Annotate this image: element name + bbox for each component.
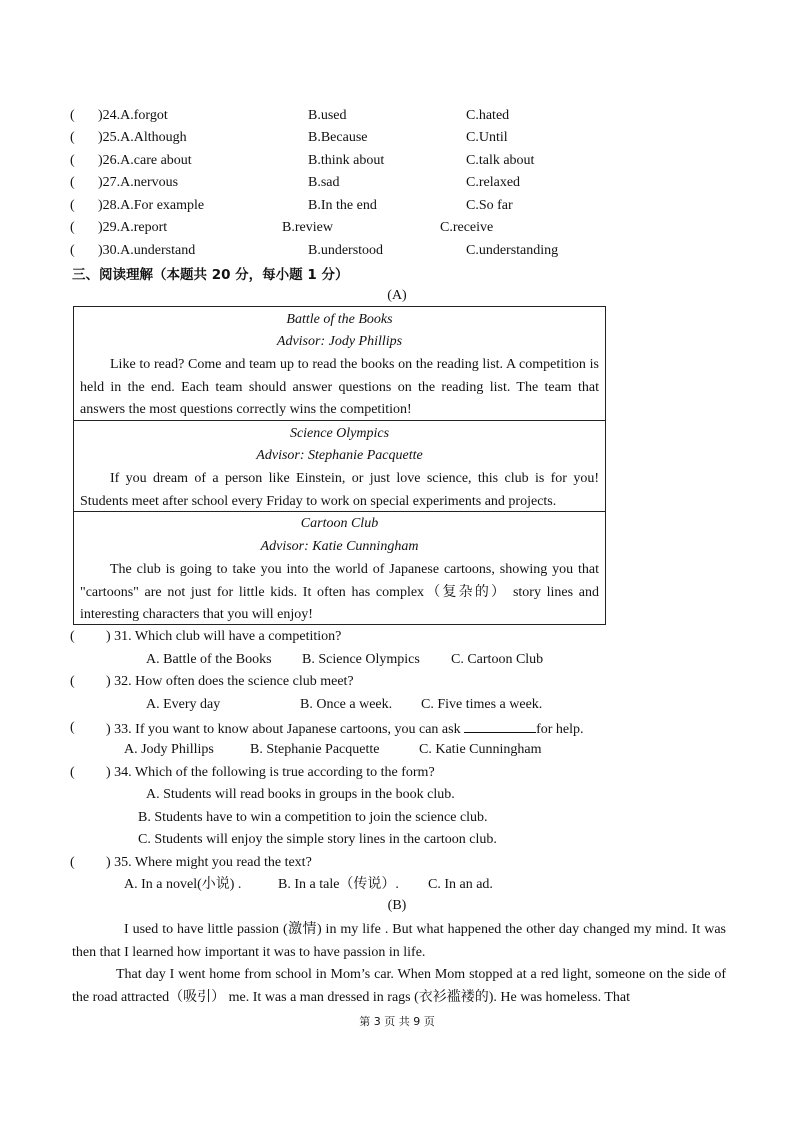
option-c[interactable]: C.talk about xyxy=(466,153,535,168)
option-a[interactable]: )28.A.For example xyxy=(98,198,205,213)
option-b[interactable]: B.review xyxy=(282,220,333,235)
option[interactable]: B. In a tale（传说）. xyxy=(278,877,399,892)
option-c[interactable]: C.So far xyxy=(466,198,513,213)
option[interactable]: A. In a novel(小说) . xyxy=(124,877,242,892)
option[interactable]: C. In an ad. xyxy=(428,877,493,892)
option[interactable]: A. Students will read books in groups in the book club. xyxy=(146,787,455,802)
passage-paragraph: I used to have little passion (激情) in my life . But what happened the other day changed my mind. It was then that I learned how important it was to have passion in life. xyxy=(72,922,726,960)
option[interactable]: C. Students will enjoy the simple story lines in the cartoon club. xyxy=(138,832,497,847)
option-a[interactable]: )24.A.forgot xyxy=(98,108,168,123)
option[interactable]: B. Once a week. xyxy=(300,697,393,712)
answer-paren[interactable]: ( xyxy=(70,153,75,168)
option[interactable]: B. Stephanie Pacquette xyxy=(250,742,380,757)
part-a-label: (A) xyxy=(387,288,407,303)
club-name: Battle of the Books xyxy=(286,312,393,327)
option[interactable]: C. Five times a week. xyxy=(421,697,543,712)
club-advisor: Advisor: Stephanie Pacquette xyxy=(256,448,423,463)
option-c[interactable]: C.understanding xyxy=(466,243,559,258)
option-b[interactable]: B.think about xyxy=(308,153,385,168)
option[interactable]: C. Katie Cunningham xyxy=(419,742,542,757)
passage-paragraph: That day I went home from school in Mom’s car. When Mom stopped at a red light, someone on the side of the road attracted（吸引） me. It was a man dressed in rags (衣衫褴褛的). He was homeless. That xyxy=(72,967,726,1005)
answer-paren[interactable]: ( xyxy=(70,130,75,145)
option[interactable]: C. Cartoon Club xyxy=(451,652,544,667)
option-a[interactable]: )30.A.understand xyxy=(98,243,196,258)
answer-paren[interactable]: ( xyxy=(70,198,75,213)
club-advisor: Advisor: Jody Phillips xyxy=(276,334,403,349)
option[interactable]: B. Science Olympics xyxy=(302,652,420,667)
option[interactable]: A. Jody Phillips xyxy=(124,742,214,757)
club-name: Cartoon Club xyxy=(300,516,379,531)
option-a[interactable]: )29.A.report xyxy=(98,220,168,235)
answer-blank[interactable] xyxy=(464,718,536,733)
option-b[interactable]: B.sad xyxy=(308,175,340,190)
option[interactable]: A. Battle of the Books xyxy=(146,652,272,667)
option[interactable]: A. Every day xyxy=(146,697,221,712)
part-b-label: (B) xyxy=(387,898,407,913)
club-advisor: Advisor: Katie Cunningham xyxy=(260,539,419,554)
club-description: If you dream of a person like Einstein, or just love science, this club is for you! Students meet after school every Friday to work on special experiments and projects. xyxy=(80,471,599,509)
option-a[interactable]: )25.A.Although xyxy=(98,130,187,145)
club-table xyxy=(73,306,606,625)
divider xyxy=(74,511,605,512)
section-title: 三、阅读理解（本题共 20 分，每小题 1 分） xyxy=(72,267,349,283)
club-description: Like to read? Come and team up to read the books on the reading list. A competition is held in the end. Each team should answer questions on the reading list. The team that answers the most questions correctly wins the competition! xyxy=(80,357,599,417)
club-name: Science Olympics xyxy=(289,426,390,441)
option-a[interactable]: )27.A.nervous xyxy=(98,175,179,190)
option-a[interactable]: )26.A.care about xyxy=(98,153,192,168)
answer-paren[interactable]: ( xyxy=(70,175,75,190)
option-c[interactable]: C.hated xyxy=(466,108,510,123)
option-b[interactable]: B.In the end xyxy=(308,198,377,213)
club-description: The club is going to take you into the world of Japanese cartoons, showing you that "cartoons" are not just for little kids. It often has complex（复杂的） story lines and interesting characters that you will enjoy! xyxy=(80,562,599,622)
option-b[interactable]: B.understood xyxy=(308,243,384,258)
divider xyxy=(74,420,605,421)
answer-paren[interactable]: ( xyxy=(70,108,75,123)
option-c[interactable]: C.Until xyxy=(466,130,508,145)
option-c[interactable]: C.relaxed xyxy=(466,175,521,190)
option-c[interactable]: C.receive xyxy=(440,220,494,235)
page-footer: 第 3 页 共 9 页 xyxy=(359,1015,435,1028)
answer-paren[interactable]: ( xyxy=(70,220,75,235)
option[interactable]: B. Students have to win a competition to join the science club. xyxy=(138,810,488,825)
option-b[interactable]: B.Because xyxy=(308,130,368,145)
answer-paren[interactable]: ( xyxy=(70,243,75,258)
option-b[interactable]: B.used xyxy=(308,108,347,123)
